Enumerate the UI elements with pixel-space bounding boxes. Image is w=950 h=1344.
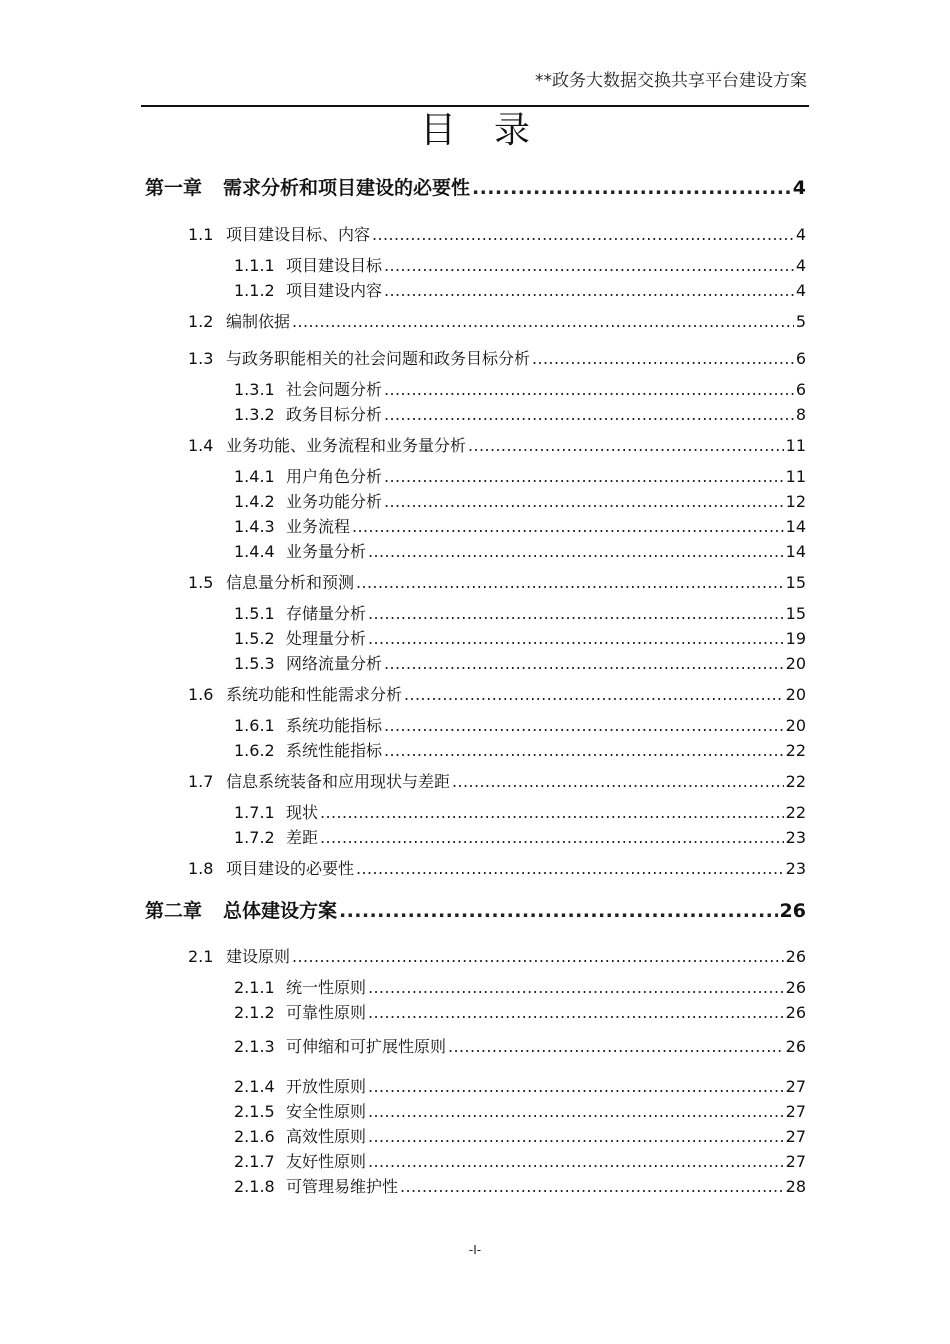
toc-entry-page: 15 xyxy=(785,604,806,623)
toc-entry-page: 11 xyxy=(785,467,806,486)
toc-dot-leader xyxy=(468,436,784,455)
toc-entry-title: 社会问题分析 xyxy=(286,380,383,399)
toc-dot-leader xyxy=(400,1177,784,1196)
toc-dot-leader xyxy=(372,225,794,244)
page-number: -I- xyxy=(468,1243,482,1257)
toc-dot-leader xyxy=(339,900,778,922)
toc-entry-1-4-3[interactable] xyxy=(234,514,806,537)
toc-entry-1-1-1[interactable] xyxy=(234,253,806,276)
toc-entry-1-8[interactable] xyxy=(188,856,806,879)
toc-entry-page: 8 xyxy=(795,405,806,424)
toc-entry-number: 2.1 xyxy=(188,947,214,966)
toc-entry-page: 12 xyxy=(785,492,806,511)
toc-dot-leader xyxy=(368,542,784,561)
toc-dot-leader xyxy=(368,1077,784,1096)
toc-entry-2-1[interactable] xyxy=(188,944,806,967)
document-header-title: **政务大数据交换共享平台建设方案 xyxy=(535,71,807,91)
toc-entry-page: 4 xyxy=(792,177,806,199)
toc-entry-1-1[interactable] xyxy=(188,222,806,245)
toc-entry-number: 1.4 xyxy=(188,436,214,455)
toc-dot-leader xyxy=(384,654,784,673)
toc-entry-number: 2.1.4 xyxy=(234,1077,275,1096)
toc-dot-leader xyxy=(384,380,794,399)
toc-dot-leader xyxy=(368,1127,784,1146)
toc-entry-number: 1.1 xyxy=(188,225,214,244)
toc-entry-number: 第一章 xyxy=(145,177,203,199)
toc-entry-page: 22 xyxy=(785,803,806,822)
toc-entry-title: 安全性原则 xyxy=(286,1102,367,1121)
toc-entry-1-3-2[interactable] xyxy=(234,402,806,425)
toc-entry-title: 处理量分析 xyxy=(286,629,367,648)
toc-entry-title: 信息量分析和预测 xyxy=(226,573,355,592)
toc-dot-leader xyxy=(352,517,784,536)
toc-dot-leader xyxy=(384,492,784,511)
toc-entry-chapter-1[interactable] xyxy=(145,173,806,200)
toc-entry-number: 1.8 xyxy=(188,859,214,878)
toc-entry-page: 5 xyxy=(795,312,806,331)
toc-entry-number: 2.1.2 xyxy=(234,1003,275,1022)
toc-dot-leader xyxy=(404,685,784,704)
toc-entry-title: 项目建设内容 xyxy=(286,281,383,300)
toc-entry-page: 26 xyxy=(785,1003,806,1022)
toc-entry-title: 项目建设目标 xyxy=(286,256,383,275)
toc-entry-page: 28 xyxy=(785,1177,806,1196)
toc-dot-leader xyxy=(384,256,794,275)
toc-entry-number: 1.4.2 xyxy=(234,492,275,511)
toc-entry-number: 2.1.6 xyxy=(234,1127,275,1146)
toc-entry-1-4[interactable] xyxy=(188,433,806,456)
toc-entry-title: 高效性原则 xyxy=(286,1127,367,1146)
toc-entry-number: 1.5 xyxy=(188,573,214,592)
toc-entry-title: 用户角色分析 xyxy=(286,467,383,486)
toc-entry-title: 可管理易维护性 xyxy=(286,1177,399,1196)
toc-entry-number: 1.3.1 xyxy=(234,380,275,399)
toc-dot-leader xyxy=(292,312,794,331)
toc-entry-2-1-8[interactable] xyxy=(234,1174,806,1197)
toc-dot-leader xyxy=(368,1102,784,1121)
toc-entry-1-7[interactable] xyxy=(188,769,806,792)
toc-entry-page: 26 xyxy=(779,900,806,922)
toc-entry-2-1-2[interactable] xyxy=(234,1000,806,1023)
toc-dot-leader xyxy=(384,716,784,735)
toc-entry-title: 可伸缩和可扩展性原则 xyxy=(286,1037,447,1056)
toc-entry-1-1-2[interactable] xyxy=(234,278,806,301)
toc-entry-title: 项目建设目标、内容 xyxy=(226,225,371,244)
toc-entry-1-6-2[interactable] xyxy=(234,738,806,761)
toc-entry-1-3-1[interactable] xyxy=(234,377,806,400)
toc-entry-title: 统一性原则 xyxy=(286,978,367,997)
toc-entry-1-5-1[interactable] xyxy=(234,601,806,624)
toc-entry-page: 26 xyxy=(785,947,806,966)
toc-entry-title: 需求分析和项目建设的必要性 xyxy=(223,177,471,199)
toc-entry-1-6-1[interactable] xyxy=(234,713,806,736)
toc-entry-page: 22 xyxy=(785,772,806,791)
toc-entry-page: 4 xyxy=(795,256,806,275)
toc-entry-1-4-2[interactable] xyxy=(234,489,806,512)
toc-dot-leader xyxy=(368,1152,784,1171)
toc-entry-title: 可靠性原则 xyxy=(286,1003,367,1022)
toc-entry-number: 1.1.1 xyxy=(234,256,275,275)
toc-entry-page: 6 xyxy=(795,349,806,368)
toc-dot-leader xyxy=(356,859,784,878)
toc-entry-title: 总体建设方案 xyxy=(223,900,338,922)
toc-entry-title: 业务流程 xyxy=(286,517,351,536)
toc-entry-number: 2.1.8 xyxy=(234,1177,275,1196)
toc-entry-page: 27 xyxy=(785,1127,806,1146)
toc-entry-number: 1.5.3 xyxy=(234,654,275,673)
toc-entry-1-5-3[interactable] xyxy=(234,651,806,674)
toc-entry-number: 1.7.2 xyxy=(234,828,275,847)
toc-entry-page: 26 xyxy=(785,978,806,997)
toc-entry-2-1-6[interactable] xyxy=(234,1124,806,1147)
toc-entry-1-5[interactable] xyxy=(188,570,806,593)
toc-entry-page: 11 xyxy=(785,436,806,455)
toc-entry-number: 1.7.1 xyxy=(234,803,275,822)
toc-entry-title: 业务功能分析 xyxy=(286,492,383,511)
toc-entry-chapter-2[interactable] xyxy=(145,896,806,923)
toc-entry-title: 编制依据 xyxy=(226,312,291,331)
toc-entry-number: 1.6 xyxy=(188,685,214,704)
toc-entry-number: 1.6.2 xyxy=(234,741,275,760)
toc-dot-leader xyxy=(320,803,784,822)
toc-entry-1-2[interactable] xyxy=(188,309,806,332)
toc-entry-page: 14 xyxy=(785,517,806,536)
toc-entry-1-4-4[interactable] xyxy=(234,539,806,562)
toc-dot-leader xyxy=(292,947,784,966)
toc-entry-title: 信息系统装备和应用现状与差距 xyxy=(226,772,451,791)
toc-dot-leader xyxy=(320,828,784,847)
toc-entry-title: 与政务职能相关的社会问题和政务目标分析 xyxy=(226,349,531,368)
toc-heading: 目录 xyxy=(419,110,568,151)
toc-dot-leader xyxy=(356,573,784,592)
toc-entry-page: 27 xyxy=(785,1077,806,1096)
toc-entry-1-6[interactable] xyxy=(188,682,806,705)
toc-entry-title: 存储量分析 xyxy=(286,604,367,623)
toc-entry-title: 业务功能、业务流程和业务量分析 xyxy=(226,436,467,455)
toc-dot-leader xyxy=(384,405,794,424)
toc-entry-1-7-2[interactable] xyxy=(234,825,806,848)
toc-entry-page: 14 xyxy=(785,542,806,561)
toc-entry-page: 4 xyxy=(795,281,806,300)
toc-dot-leader xyxy=(532,349,794,368)
toc-entry-number: 2.1.5 xyxy=(234,1102,275,1121)
toc-entry-number: 1.7 xyxy=(188,772,214,791)
toc-entry-title: 业务量分析 xyxy=(286,542,367,561)
toc-entry-title: 开放性原则 xyxy=(286,1077,367,1096)
toc-entry-number: 1.3 xyxy=(188,349,214,368)
toc-entry-title: 系统功能和性能需求分析 xyxy=(226,685,403,704)
toc-entry-number: 1.5.1 xyxy=(234,604,275,623)
toc-dot-leader xyxy=(384,741,784,760)
toc-dot-leader xyxy=(448,1037,784,1056)
toc-dot-leader xyxy=(368,1003,784,1022)
toc-entry-page: 15 xyxy=(785,573,806,592)
toc-entry-1-7-1[interactable] xyxy=(234,800,806,823)
toc-dot-leader xyxy=(368,629,784,648)
toc-dot-leader xyxy=(384,467,784,486)
toc-entry-2-1-4[interactable] xyxy=(234,1074,806,1097)
toc-entry-title: 政务目标分析 xyxy=(286,405,383,424)
toc-entry-page: 20 xyxy=(785,685,806,704)
toc-entry-number: 1.4.4 xyxy=(234,542,275,561)
toc-entry-page: 19 xyxy=(785,629,806,648)
toc-entry-page: 23 xyxy=(785,828,806,847)
toc-entry-number: 1.1.2 xyxy=(234,281,275,300)
toc-entry-2-1-1[interactable] xyxy=(234,975,806,998)
toc-entry-title: 现状 xyxy=(286,803,319,822)
toc-entry-title: 网络流量分析 xyxy=(286,654,383,673)
toc-entry-page: 4 xyxy=(795,225,806,244)
toc-dot-leader xyxy=(452,772,784,791)
toc-entry-title: 项目建设的必要性 xyxy=(226,859,355,878)
toc-entry-number: 2.1.3 xyxy=(234,1037,275,1056)
toc-entry-2-1-3[interactable] xyxy=(234,1034,806,1057)
toc-entry-page: 27 xyxy=(785,1102,806,1121)
toc-entry-1-3[interactable] xyxy=(188,346,806,369)
toc-entry-page: 20 xyxy=(785,654,806,673)
toc-entry-page: 6 xyxy=(795,380,806,399)
toc-entry-title: 系统性能指标 xyxy=(286,741,383,760)
toc-entry-page: 27 xyxy=(785,1152,806,1171)
toc-dot-leader xyxy=(368,978,784,997)
toc-entry-number: 1.3.2 xyxy=(234,405,275,424)
toc-entry-page: 22 xyxy=(785,741,806,760)
toc-entry-page: 26 xyxy=(785,1037,806,1056)
toc-entry-number: 1.6.1 xyxy=(234,716,275,735)
toc-entry-title: 差距 xyxy=(286,828,319,847)
toc-entry-1-5-2[interactable] xyxy=(234,626,806,649)
toc-entry-page: 23 xyxy=(785,859,806,878)
toc-entry-number: 1.4.1 xyxy=(234,467,275,486)
toc-entry-title: 建设原则 xyxy=(226,947,291,966)
toc-entry-title: 友好性原则 xyxy=(286,1152,367,1171)
toc-entry-number: 1.5.2 xyxy=(234,629,275,648)
toc-dot-leader xyxy=(472,177,791,199)
toc-entry-2-1-7[interactable] xyxy=(234,1149,806,1172)
toc-dot-leader xyxy=(384,281,794,300)
toc-entry-number: 第二章 xyxy=(145,900,203,922)
toc-entry-number: 1.4.3 xyxy=(234,517,275,536)
toc-entry-page: 20 xyxy=(785,716,806,735)
toc-entry-number: 1.2 xyxy=(188,312,214,331)
toc-entry-number: 2.1.1 xyxy=(234,978,275,997)
toc-entry-1-4-1[interactable] xyxy=(234,464,806,487)
toc-entry-number: 2.1.7 xyxy=(234,1152,275,1171)
toc-dot-leader xyxy=(368,604,784,623)
toc-entry-2-1-5[interactable] xyxy=(234,1099,806,1122)
toc-entry-title: 系统功能指标 xyxy=(286,716,383,735)
